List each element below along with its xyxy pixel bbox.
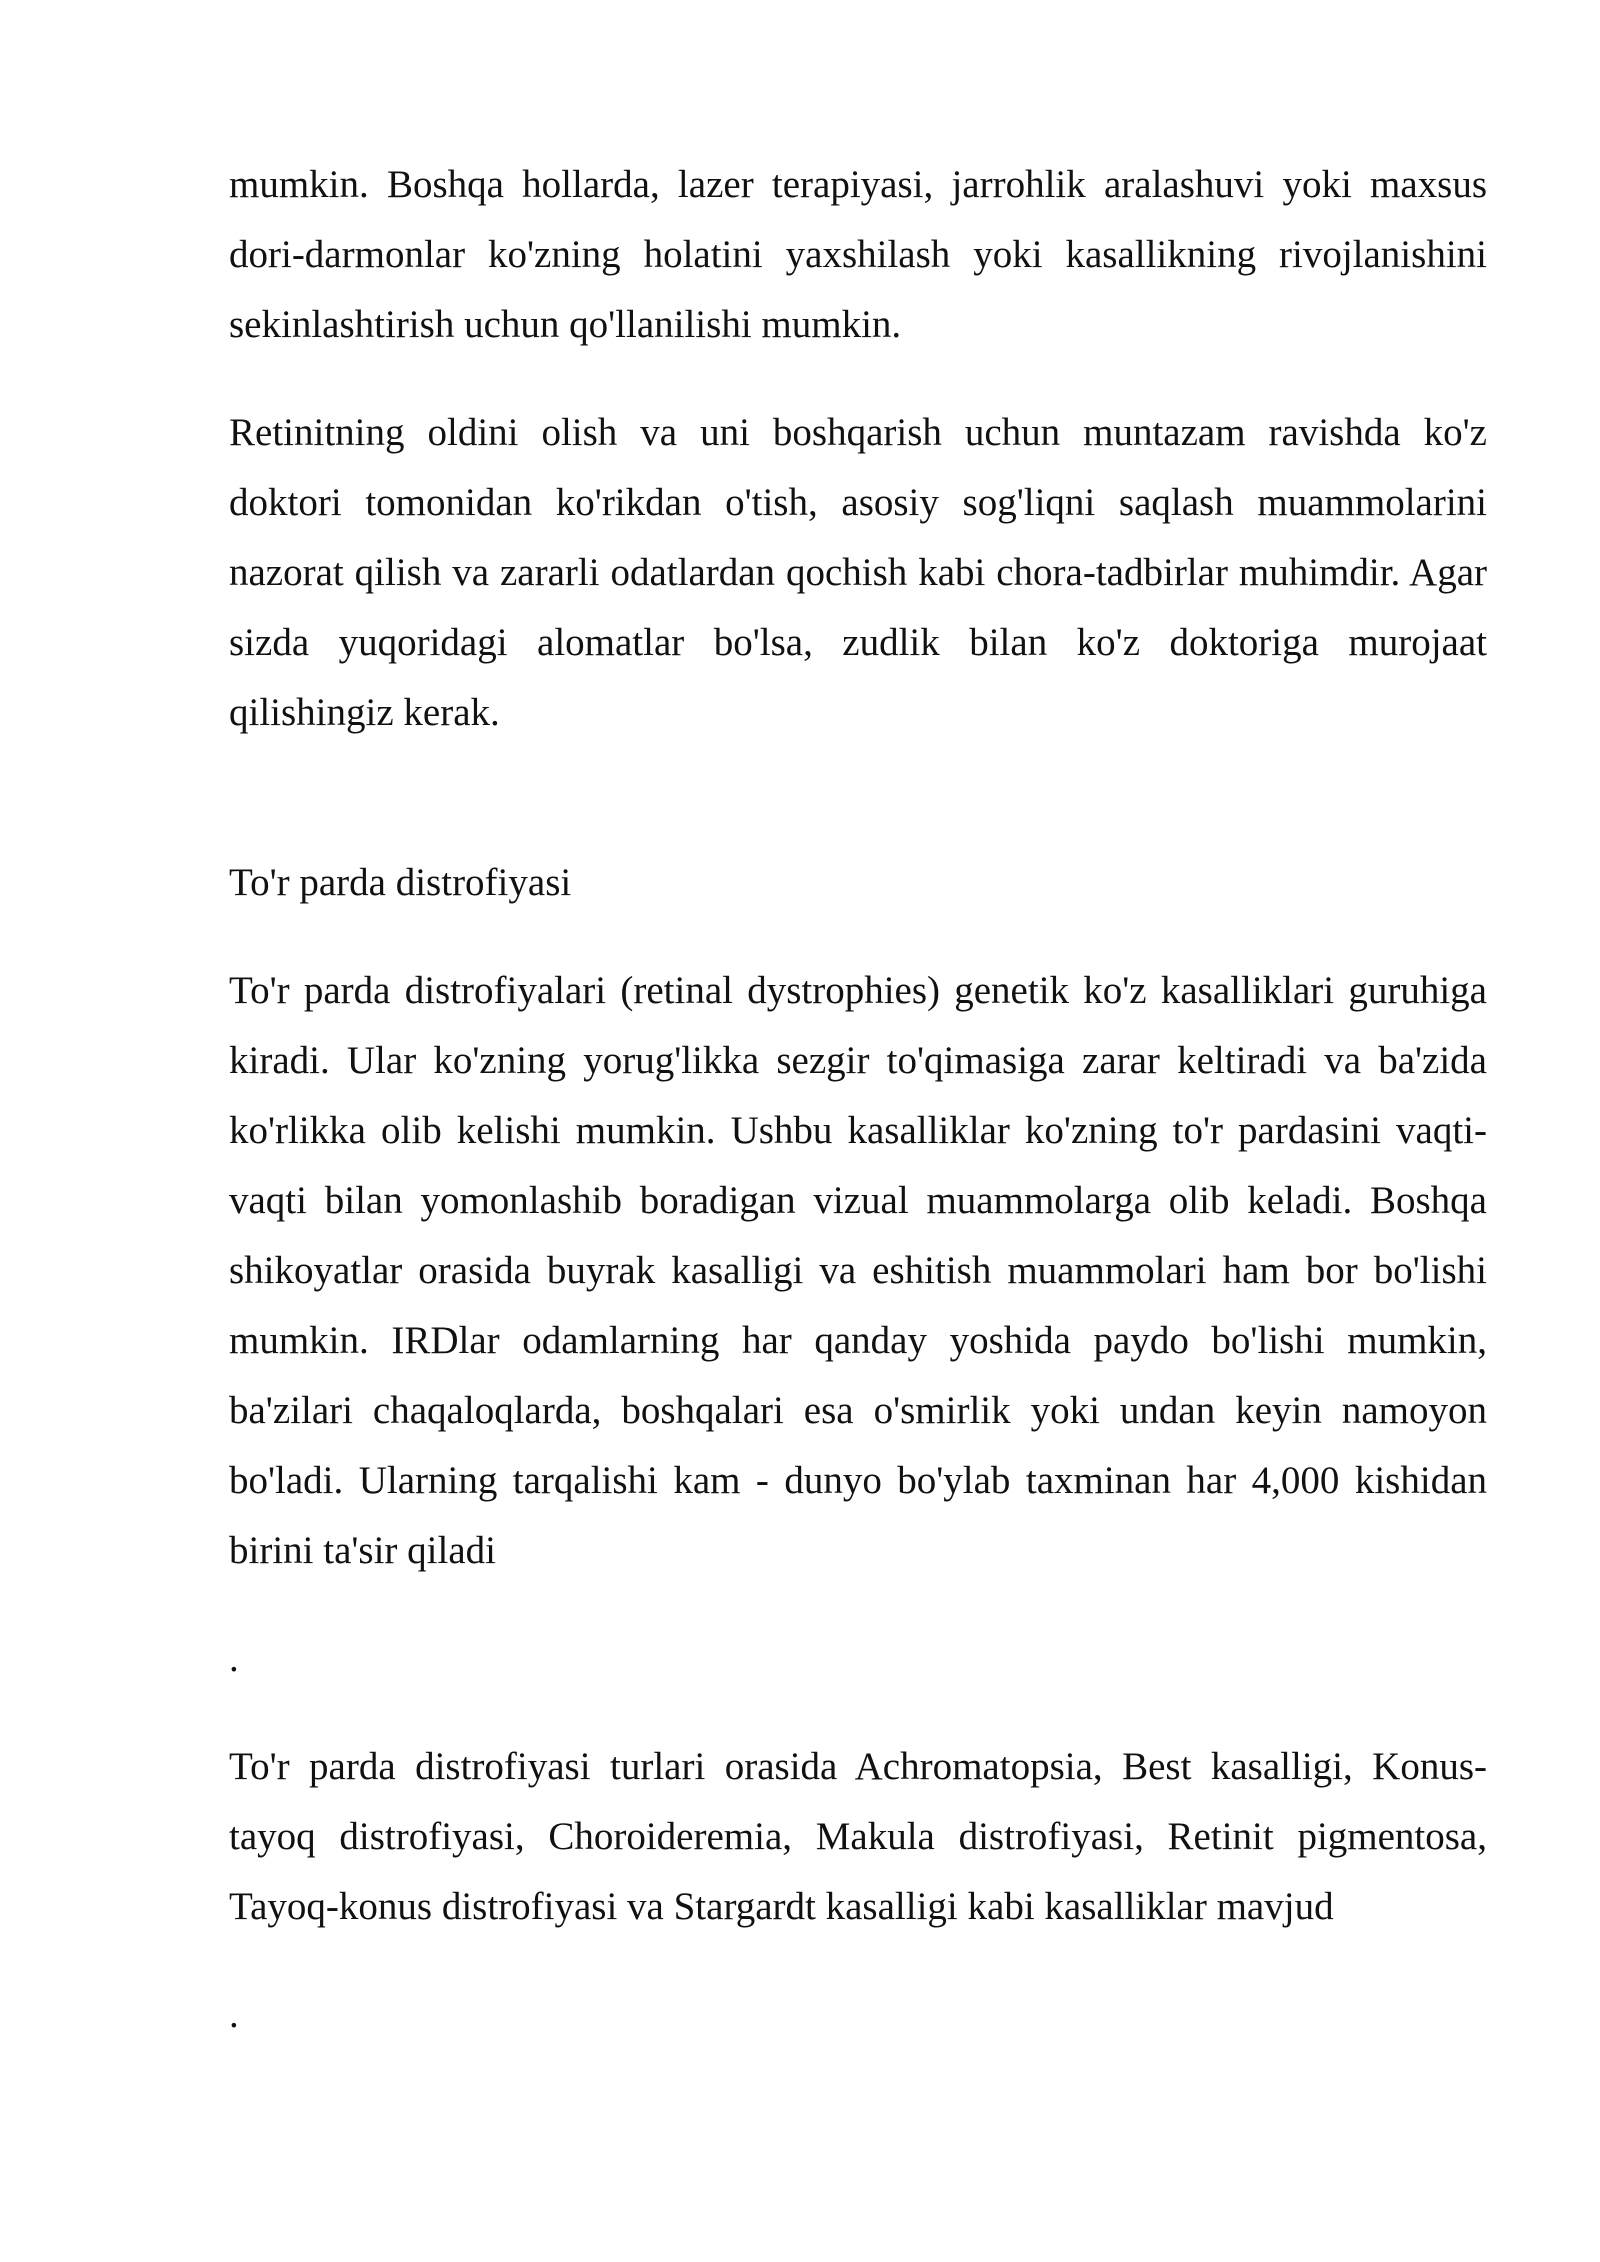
section-heading: To'r parda distrofiyasi (229, 861, 572, 904)
paragraph-dystrophy-types: To'r parda distrofiyasi turlari orasida Achromatopsia, Best kasalligi, Konus-tayoq distrofiyasi, Choroideremia, Makula distrofiyasi, Retinit pigmentosa, Tayoq-konus distrofiyasi va Stargardt kasalligi kabi kasalliklar mavjud (229, 1745, 1487, 1928)
paragraph-spacer (229, 1942, 1487, 1980)
document-body (229, 150, 1487, 2050)
paragraph-spacer (229, 918, 1487, 956)
paragraph-spacer (229, 360, 1487, 398)
period-line: . (229, 1637, 239, 1680)
section-spacer (229, 748, 1487, 848)
paragraph-retinitis-prevention: Retinitning oldini olish va uni boshqarish uchun muntazam ravishda ko'z doktori tomonidan ko'rikdan o'tish, asosiy sog'liqni saqlash muammolarini nazorat qilish va zararli odatlardan qochish kabi chora-tadbirlar muhimdir. Agar sizda yuqoridagi alomatlar bo'lsa, zudlik bilan ko'z doktoriga murojaat qilishingiz kerak. (229, 411, 1487, 734)
period-line: . (229, 1993, 239, 2036)
paragraph-spacer (229, 1586, 1487, 1624)
paragraph-retinal-dystrophy-description: To'r parda distrofiyalari (retinal dystrophies) genetik ko'z kasalliklari guruhiga kiradi. Ular ko'zning yorug'likka sezgir to'qimasiga zarar keltiradi va ba'zida ko'rlikka olib kelishi mumkin. Ushbu kasalliklar ko'zning to'r pardasini vaqti-vaqti bilan yomonlashib boradigan vizual muammolarga olib keladi. Boshqa shikoyatlar orasida buyrak kasalligi va eshitish muammolari ham bor bo'lishi mumkin. IRDlar odamlarning har qanday yoshida paydo bo'lishi mumkin, ba'zilari chaqaloqlarda, boshqalari esa o'smirlik yoki undan keyin namoyon bo'ladi. Ularning tarqalishi kam - dunyo bo'ylab taxminan har 4,000 kishidan birini ta'sir qiladi (229, 969, 1487, 1572)
paragraph-spacer (229, 1694, 1487, 1732)
paragraph-treatment-continuation: mumkin. Boshqa hollarda, lazer terapiyasi, jarrohlik aralashuvi yoki maxsus dori-darmonlar ko'zning holatini yaxshilash yoki kasallikning rivojlanishini sekinlashtirish uchun qo'llanilishi mumkin. (229, 163, 1487, 346)
